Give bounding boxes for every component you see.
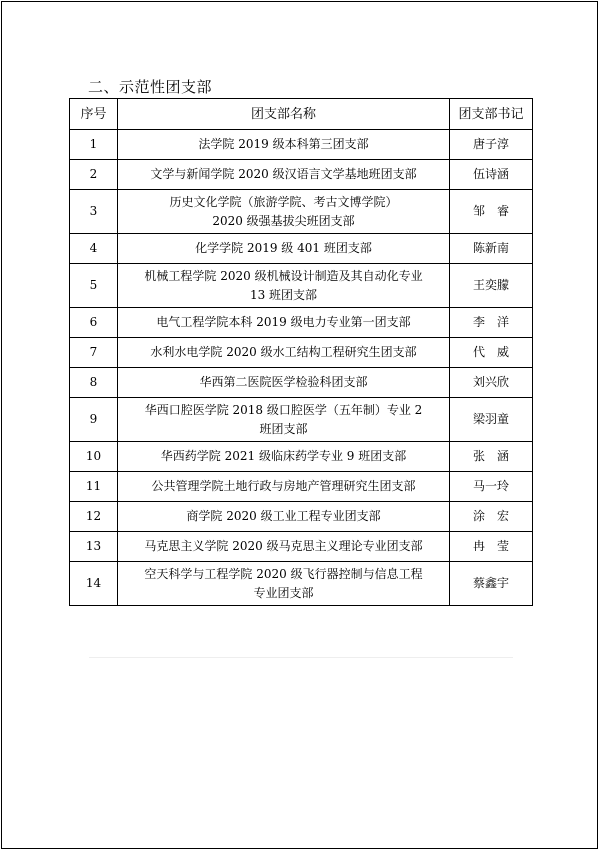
branch-name (118, 234, 450, 264)
table-body (70, 130, 533, 606)
branch-name-line: 13 班团支部 (249, 287, 318, 302)
branch-name (118, 368, 450, 398)
branch-name-line: 公共管理学院土地行政与房地产管理研究生团支部 (151, 479, 416, 493)
branch-name (118, 472, 450, 502)
header-no: 序号 (70, 99, 118, 130)
table-row (70, 234, 533, 264)
table-row (70, 264, 533, 308)
branch-name-line: 班团支部 (259, 421, 308, 436)
branch-name (118, 190, 450, 234)
header-name: 团支部名称 (118, 99, 450, 130)
branch-name-line: 文学与新闻学院 2020 级汉语言文学基地班团支部 (150, 167, 417, 181)
branch-name-line: 商学院 2020 级工业工程专业团支部 (186, 509, 381, 523)
secretary-name: 邹 睿 (450, 190, 533, 234)
branch-name-line: 专业团支部 (253, 585, 314, 600)
branch-name-line: 华西口腔医学院 2018 级口腔医学（五年制）专业 2 (144, 402, 423, 417)
table-row (70, 308, 533, 338)
branch-name (118, 160, 450, 190)
row-number: 9 (70, 398, 118, 442)
row-number: 13 (70, 532, 118, 562)
row-number: 4 (70, 234, 118, 264)
row-number: 11 (70, 472, 118, 502)
row-number: 8 (70, 368, 118, 398)
branch-name (118, 130, 450, 160)
branch-name-line: 华西第二医院医学检验科团支部 (199, 375, 368, 389)
branch-name-line: 马克思主义学院 2020 级马克思主义理论专业团支部 (144, 539, 423, 553)
table-row (70, 160, 533, 190)
secretary-name: 伍诗涵 (450, 160, 533, 190)
branch-name-line: 机械工程学院 2020 级机械设计制造及其自动化专业 (144, 268, 423, 283)
branch-name-line: 空天科学与工程学院 2020 级飞行器控制与信息工程 (144, 566, 423, 581)
branch-name (118, 442, 450, 472)
row-number: 14 (70, 562, 118, 606)
row-number: 12 (70, 502, 118, 532)
row-number: 2 (70, 160, 118, 190)
branch-name (118, 562, 450, 606)
branch-name-line: 2020 级强基拔尖班团支部 (212, 213, 355, 228)
secretary-name: 李 洋 (450, 308, 533, 338)
branch-name (118, 532, 450, 562)
secretary-name: 梁羽童 (450, 398, 533, 442)
branch-table (69, 98, 533, 606)
table-row (70, 532, 533, 562)
secretary-name: 冉 莹 (450, 532, 533, 562)
row-number: 10 (70, 442, 118, 472)
table-row (70, 502, 533, 532)
table-row (70, 398, 533, 442)
secretary-name: 刘兴欣 (450, 368, 533, 398)
table-header-row (70, 99, 533, 130)
branch-name-line: 水利水电学院 2020 级水工结构工程研究生团支部 (150, 345, 417, 359)
header-secretary: 团支部书记 (450, 99, 533, 130)
row-number: 5 (70, 264, 118, 308)
branch-name (118, 308, 450, 338)
secretary-name: 张 涵 (450, 442, 533, 472)
secretary-name: 唐子淳 (450, 130, 533, 160)
secretary-name: 涂 宏 (450, 502, 533, 532)
table-row (70, 442, 533, 472)
row-number: 6 (70, 308, 118, 338)
branch-name-line: 华西药学院 2021 级临床药学专业 9 班团支部 (160, 449, 407, 463)
table-row (70, 562, 533, 606)
faint-divider (89, 657, 513, 658)
table-row (70, 368, 533, 398)
secretary-name: 王奕朦 (450, 264, 533, 308)
table-row (70, 190, 533, 234)
row-number: 3 (70, 190, 118, 234)
secretary-name: 蔡鑫宇 (450, 562, 533, 606)
branch-name (118, 398, 450, 442)
row-number: 1 (70, 130, 118, 160)
branch-name (118, 338, 450, 368)
secretary-name: 代 威 (450, 338, 533, 368)
secretary-name: 陈新南 (450, 234, 533, 264)
branch-name (118, 502, 450, 532)
row-number: 7 (70, 338, 118, 368)
table-row (70, 130, 533, 160)
branch-name-line: 电气工程学院本科 2019 级电力专业第一团支部 (156, 315, 411, 329)
section-title: 二、示范性团支部 (88, 78, 213, 96)
branch-name-line: 法学院 2019 级本科第三团支部 (198, 137, 369, 151)
table-row (70, 472, 533, 502)
secretary-name: 马一玲 (450, 472, 533, 502)
table-row (70, 338, 533, 368)
branch-name-line: 化学学院 2019 级 401 班团支部 (195, 241, 372, 255)
branch-name-line: 历史文化学院（旅游学院、考古文博学院） (169, 194, 398, 209)
branch-name (118, 264, 450, 308)
